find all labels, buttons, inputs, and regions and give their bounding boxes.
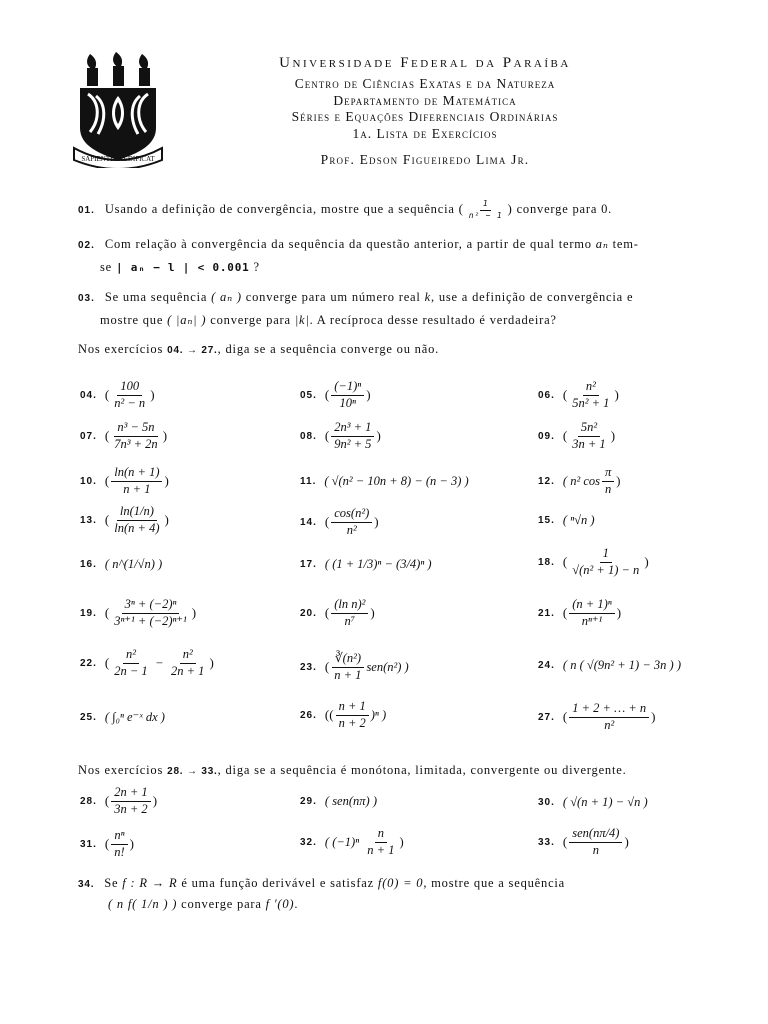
exercise-label: 30. [538, 796, 555, 808]
exercise-31: 31. ( $\frac{\text{nⁿ}}{n!}$ ) [80, 827, 135, 859]
numerator: n² [123, 648, 139, 664]
exercise-09: 09. ( $\frac{\text{5n²}}{3n + 1}$ ) [538, 419, 616, 451]
expression: ( (1 + 1/3)ⁿ − (3/4)ⁿ ) [324, 556, 432, 571]
denominator: 7n³ + 2n [114, 436, 158, 451]
exercise-21: 21. ( $\frac{\text{(n + 1)ⁿ}}{\text{nⁿ⁺¹}}$ ) [538, 596, 622, 628]
question-line2: mostre que [100, 313, 164, 327]
numerator: (−1)ⁿ [331, 380, 364, 396]
professor-name: Prof. Edson Figueiredo Lima Jr. [320, 152, 530, 167]
exercise-label: 32. [300, 836, 317, 848]
exercise-label: 29. [300, 795, 317, 807]
condition: f(0) = 0 [377, 876, 424, 890]
exercise-label: 14. [300, 516, 317, 528]
instructions-04-27 [78, 342, 439, 357]
exercise-30 [538, 782, 648, 822]
expression-suffix: )ⁿ ) [370, 707, 387, 722]
denominator: 5n² + 1 [572, 395, 610, 410]
exercise-29 [300, 781, 377, 821]
exercise-16 [80, 544, 162, 584]
question-text: Se [104, 876, 119, 890]
numerator: (n + 1)ⁿ [569, 598, 614, 614]
intro-text: Nos exercícios [78, 342, 164, 356]
question-text: Se uma sequência [104, 290, 208, 304]
exercise-label: 04. [80, 389, 97, 401]
question-02 [78, 238, 698, 274]
denominator: n² − n [114, 395, 146, 410]
exercise-label: 10. [80, 475, 97, 487]
expression: ( √(n² − 10n + 8) − (n − 3) ) [324, 473, 469, 488]
expression: ( ∫₀ⁿ e⁻ˣ dx ) [104, 710, 165, 724]
denominator: 3n + 1 [572, 436, 606, 451]
exercise-11 [300, 461, 469, 501]
exercise-label: 09. [538, 430, 555, 442]
exercise-23: 23. ( $\frac{\text{∛(n²)}}{n + 1}$ sen(n²) ) [300, 650, 409, 682]
exercise-label: 16. [80, 558, 97, 570]
expression-suffix: sen(n²) ) [366, 659, 409, 674]
exercise-05: 05. ( $\frac{\text{(−1)ⁿ}}{\text{10ⁿ}}$ ) [300, 378, 371, 410]
university-name: Universidade Federal da Paraíba [279, 55, 571, 71]
expression: ( √(n + 1) − √n ) [562, 794, 648, 809]
denominator: nⁿ⁺¹ [581, 613, 603, 628]
center-name: Centro de Ciências Exatas e da Natureza [294, 76, 556, 91]
exercise-28: 28. ( $\frac{2n + 1}{3n + 2}$ ) [80, 784, 158, 816]
sequence-symbol: ( aₙ ) [211, 290, 242, 304]
question-text-4: converge para [181, 897, 262, 911]
question-mark: ? [253, 260, 260, 274]
exercise-label: 22. [80, 657, 97, 669]
exercise-label: 28. [80, 795, 97, 807]
denominator: n² [346, 522, 357, 537]
exercise-label: 27. [538, 711, 555, 723]
exercise-label: 11. [300, 475, 317, 487]
exercise-24 [538, 645, 681, 685]
question-text-end: converge para 0. [516, 202, 613, 217]
course-name: Séries e Equações Diferenciais Ordinárias [291, 109, 559, 124]
numerator: 1 + 2 + … + n [569, 702, 649, 718]
question-number: 34. [78, 879, 95, 890]
expression: ( sen(nπ) ) [324, 793, 377, 808]
instructions-28-33 [78, 763, 627, 778]
exercise-19: 19. ( $\frac{\text{3ⁿ + (−2)ⁿ}}{\text{3ⁿ⁺¹ + (−2)ⁿ⁺¹}}$ ) [80, 596, 197, 628]
question-34 [78, 876, 698, 912]
exercise-label: 08. [300, 430, 317, 442]
denominator: n [592, 842, 599, 857]
exercise-label: 12. [538, 475, 555, 487]
denominator: 9n² + 5 [334, 436, 372, 451]
expression-prefix: ( (−1)ⁿ [324, 834, 360, 849]
department-name: Departamento de Matemática [333, 92, 517, 108]
exercise-27: 27. ( $\frac{1 + 2 + \dots + n}{\text{n²}}$ ) [538, 700, 656, 732]
numerator: ∛(n²) [332, 652, 364, 668]
expression-prefix: ( n² cos [562, 473, 600, 488]
denominator: ln(n + 4) [114, 520, 160, 535]
numerator: 2n³ + 1 [331, 421, 374, 437]
exercise-18: 18. ( $\frac{1}{\text{√(n² + 1) − n}}$ ) [538, 545, 649, 577]
numerator: ln(1/n) [117, 505, 157, 521]
question-text: Com relação à convergência da sequência da questão anterior, a partir de qual termo [104, 237, 592, 251]
question-text-end: tem- [612, 237, 639, 251]
exercise-label: 33. [538, 836, 555, 848]
abs-k-symbol: |k| [294, 313, 310, 327]
exercise-label: 25. [80, 711, 97, 723]
denominator: 3ⁿ⁺¹ + (−2)ⁿ⁺¹ [114, 613, 187, 628]
numerator: ln(n + 1) [111, 466, 162, 482]
abs-sequence-symbol: ( |aₙ| ) [167, 313, 207, 327]
question-01: 01. Usando a definição de convergência, mostre que a sequência ( $\frac{1}{\text{n² − 1}}$ ) converge para 0. [78, 199, 613, 220]
intro-text-end: , diga se a sequência converge ou não. [217, 342, 440, 356]
denominator: 10ⁿ [339, 395, 356, 410]
question-text-5: . A recíproca desse resultado é verdadeira? [309, 313, 557, 327]
exercise-label: 06. [538, 389, 555, 401]
exercise-20: 20. ( $\frac{\text{(ln n)²}}{\text{n⁷}}$ ) [300, 596, 375, 628]
question-text: Usando a definição de convergência, mostre que a sequência [104, 202, 455, 217]
intro-text-end: , diga se a sequência é monótona, limitada, convergente ou divergente. [217, 763, 627, 777]
exercise-label: 21. [538, 607, 555, 619]
numerator: n² [583, 380, 599, 396]
question-text-3: , use a definição de convergência e [430, 290, 634, 304]
university-crest [70, 50, 166, 168]
numerator: n [375, 827, 387, 843]
expression: ( n ( √(9n² + 1) − 3n ) ) [562, 657, 681, 672]
denominator: 2n + 1 [171, 663, 205, 678]
question-text-2: é uma função derivável e satisfaz [181, 876, 374, 890]
function-signature: f : R → R [122, 876, 178, 890]
expression: ( n^(1/√n) ) [104, 556, 163, 571]
expression-suffix: ) [616, 473, 621, 488]
sequence-fraction: $\frac{1}{\text{n² − 1}}$ [468, 199, 503, 220]
exercise-10: 10. ( $\frac{\ln(n + 1)}{n + 1}$ ) [80, 464, 169, 496]
exercise-label: 24. [538, 659, 555, 671]
numerator: n³ − 5n [114, 421, 157, 437]
numerator: π [602, 466, 614, 482]
denominator: n + 2 [338, 715, 366, 730]
exercise-08: 08. ( $\frac{\text{2n³ + 1}}{\text{9n² + 5}}$ ) [300, 419, 381, 451]
denominator: 2n − 1 [114, 663, 148, 678]
exercise-07: 07. ( $\frac{\text{n³ − 5n}}{\text{7n³ + 2n}}$ ) [80, 419, 168, 451]
denominator: n + 1 [334, 667, 362, 682]
exercise-label: 23. [300, 661, 317, 673]
expression: ( ⁿ√n ) [562, 512, 595, 527]
exercise-14: 14. ( $\frac{\text{cos(n²)}}{\text{n²}}$ ) [300, 505, 379, 537]
numerator: 2n + 1 [111, 786, 150, 802]
denominator: n! [114, 844, 125, 859]
denominator: n² [604, 717, 615, 732]
exercise-13: 13. ( $\frac{\ln(1/n)}{\ln(n + 4)}$ ) [80, 503, 169, 535]
exercise-15 [538, 500, 595, 540]
exercise-26: 26. (( $\frac{n + 1}{n + 2}$ )ⁿ ) [300, 698, 387, 730]
question-03 [78, 291, 698, 327]
exercise-label: 19. [80, 607, 97, 619]
exercise-label: 18. [538, 556, 555, 568]
numerator: n² [180, 648, 196, 664]
exercise-label: 15. [538, 514, 555, 526]
exercise-12 [538, 461, 620, 501]
question-end: . [294, 897, 299, 911]
term-symbol: aₙ [595, 237, 609, 251]
document-header [200, 56, 650, 167]
numerator: 1 [600, 547, 612, 563]
exercise-label: 20. [300, 607, 317, 619]
exercise-label: 26. [300, 709, 317, 721]
numerator: 100 [117, 380, 142, 396]
denominator: n + 1 [123, 481, 151, 496]
exercise-label: 31. [80, 838, 97, 850]
sequence-expression: ( n f( 1/n ) ) [108, 897, 178, 911]
exercise-label: 05. [300, 389, 317, 401]
exercise-04: 04. ( $\frac{100}{\text{n² − n}}$ ) [80, 378, 155, 410]
question-number: 03. [78, 293, 95, 304]
question-text-2: converge para um número real [245, 290, 421, 304]
exercise-label: 07. [80, 430, 97, 442]
intro-text: Nos exercícios [78, 763, 164, 777]
k-symbol: k [424, 290, 431, 304]
question-number: 01. [78, 205, 95, 217]
intro-range: 28. → 33. [167, 766, 218, 777]
numerator: 3ⁿ + (−2)ⁿ [122, 598, 180, 614]
intro-range: 04. → 27. [167, 345, 218, 356]
denominator: n + 1 [367, 842, 395, 857]
exercise-17 [300, 544, 432, 584]
crest-motto: SAPIENTIA AEDIFICAT [81, 155, 155, 163]
condition-formula: | aₙ − l | < 0.001 [115, 261, 250, 274]
exercise-label: 13. [80, 514, 97, 526]
question-line2: se [100, 260, 113, 274]
denominator: n [604, 481, 612, 496]
exercise-06: 06. ( $\frac{\text{n²}}{\text{5n² + 1}}$ ) [538, 378, 619, 410]
numerator: 5n² [578, 421, 600, 437]
expression-suffix: ) [399, 834, 404, 849]
numerator: nⁿ [111, 829, 127, 845]
question-text-4: converge para [210, 313, 291, 327]
exercise-label: 17. [300, 558, 317, 570]
list-title: 1a. Lista de Exercícios [352, 125, 498, 141]
numerator: cos(n²) [331, 507, 372, 523]
limit-expression: f ′(0) [265, 897, 295, 911]
exercise-33: 33. ( $\frac{\text{sen(nπ/4)}}{n}$ ) [538, 825, 629, 857]
denominator: √(n² + 1) − n [572, 562, 640, 577]
numerator: sen(nπ/4) [569, 827, 622, 843]
exercise-22: 22. ( $\frac{\text{n²}}{2n - 1}$ − $\frac{\text{n²}}{2n + 1}$ ) [80, 646, 214, 678]
denominator: n⁷ [344, 613, 356, 628]
exercise-32 [300, 822, 404, 862]
exercise-25 [80, 697, 165, 737]
question-text-3: , mostre que a sequência [423, 876, 566, 890]
question-number: 02. [78, 240, 95, 251]
crest-icon [70, 50, 166, 168]
numerator: n + 1 [336, 700, 369, 716]
denominator: 3n + 2 [114, 801, 148, 816]
numerator: (ln n)² [331, 598, 368, 614]
